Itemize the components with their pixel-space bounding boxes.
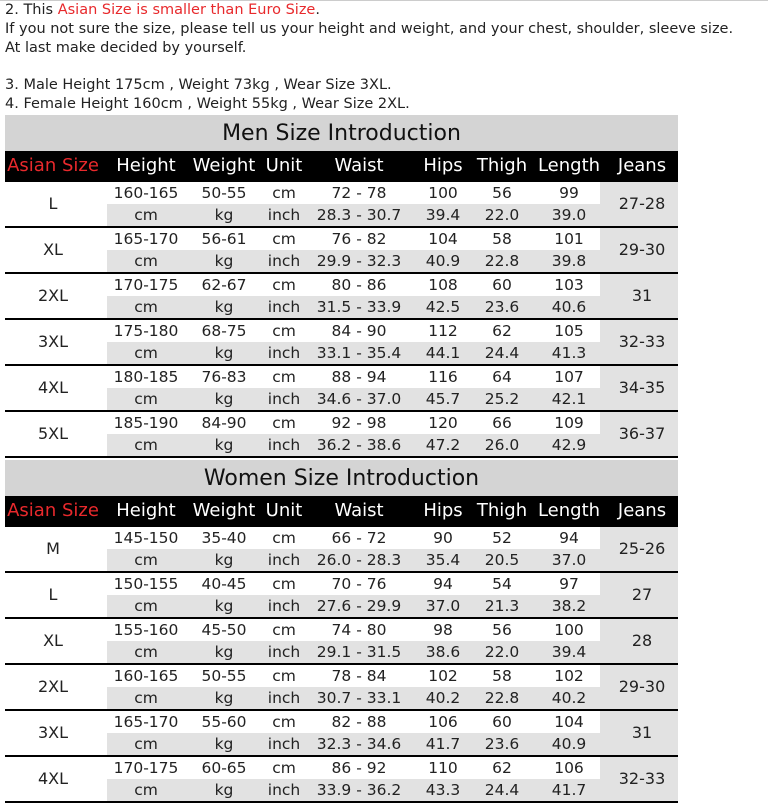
- hips-cm-cell: 94: [433, 575, 453, 593]
- waist-cm-cell: 72 - 78: [331, 184, 387, 202]
- waist-cm-cell: 88 - 94: [331, 368, 387, 386]
- table-row: [5, 619, 678, 665]
- height-cell: 165-170: [113, 713, 179, 731]
- unit-cm-cell: cm: [272, 575, 296, 593]
- unit-inch-cell: inch: [267, 551, 301, 569]
- weight-cell: 45-50: [201, 621, 247, 639]
- unit-cm-cell: cm: [272, 322, 296, 340]
- thigh-cm-cell: 66: [492, 414, 512, 432]
- women-header-asian-size: Asian Size: [7, 500, 99, 521]
- men-header-weight: Weight: [192, 155, 256, 176]
- length-inch-cell: 40.6: [551, 298, 587, 316]
- women-header-thigh: Thigh: [476, 500, 528, 521]
- hips-cm-cell: 108: [428, 276, 458, 294]
- table-row: [5, 412, 678, 458]
- hips-inch-cell: 39.4: [425, 206, 461, 224]
- unit-cm-cell: cm: [272, 713, 296, 731]
- waist-cm-cell: 78 - 84: [331, 667, 387, 685]
- men-header-length: Length: [537, 155, 601, 176]
- waist-cm-cell: 70 - 76: [331, 575, 387, 593]
- table-row: [5, 665, 678, 711]
- weight-unit-cell: kg: [214, 344, 234, 362]
- length-cm-cell: 106: [554, 759, 584, 777]
- women-size-table: [5, 460, 678, 803]
- women-table-title: Women Size Introduction: [5, 460, 678, 496]
- hips-cm-cell: 110: [428, 759, 458, 777]
- hips-cm-cell: 100: [428, 184, 458, 202]
- length-inch-cell: 41.3: [551, 344, 587, 362]
- thigh-inch-cell: 20.5: [484, 551, 520, 569]
- size-cell: L: [48, 194, 58, 213]
- waist-cm-cell: 84 - 90: [331, 322, 387, 340]
- hips-cm-cell: 104: [428, 230, 458, 248]
- note-prefix: 2. This: [5, 2, 58, 18]
- weight-cell: 56-61: [201, 230, 247, 248]
- jeans-cell: 32-33: [618, 769, 666, 788]
- men-header-thigh: Thigh: [476, 155, 528, 176]
- height-unit-cell: cm: [134, 436, 158, 454]
- thigh-inch-cell: 25.2: [484, 390, 520, 408]
- jeans-cell: 27-28: [618, 194, 666, 213]
- thigh-inch-cell: 22.0: [484, 643, 520, 661]
- note-highlight: Asian Size is smaller than Euro Size: [57, 2, 316, 18]
- length-inch-cell: 40.2: [551, 689, 587, 707]
- size-notes: [5, 1, 733, 114]
- waist-inch-cell: 26.0 - 28.3: [316, 551, 402, 569]
- waist-cm-cell: 86 - 92: [331, 759, 387, 777]
- weight-cell: 50-55: [201, 667, 247, 685]
- height-unit-cell: cm: [134, 551, 158, 569]
- thigh-cm-cell: 58: [492, 230, 512, 248]
- waist-inch-cell: 36.2 - 38.6: [316, 436, 402, 454]
- hips-cm-cell: 112: [428, 322, 458, 340]
- men-table-body: [5, 182, 678, 458]
- weight-cell: 84-90: [201, 414, 247, 432]
- height-unit-cell: cm: [134, 689, 158, 707]
- hips-inch-cell: 42.5: [425, 298, 461, 316]
- hips-inch-cell: 44.1: [425, 344, 461, 362]
- jeans-cell: 29-30: [618, 240, 666, 259]
- note-advice: If you not sure the size, please tell us your height and weight, and your chest, shoulder, sleeve size.: [5, 21, 734, 37]
- unit-inch-cell: inch: [267, 735, 301, 753]
- women-header-jeans: Jeans: [617, 500, 667, 521]
- length-cm-cell: 101: [554, 230, 584, 248]
- note-male-example: 3. Male Height 175cm , Weight 73kg , Wear Size 3XL.: [5, 77, 392, 93]
- unit-cm-cell: cm: [272, 368, 296, 386]
- thigh-cm-cell: 56: [492, 184, 512, 202]
- hips-inch-cell: 43.3: [425, 781, 461, 799]
- weight-unit-cell: kg: [214, 643, 234, 661]
- hips-cm-cell: 120: [428, 414, 458, 432]
- length-inch-cell: 41.7: [551, 781, 587, 799]
- hips-inch-cell: 38.6: [425, 643, 461, 661]
- weight-unit-cell: kg: [214, 390, 234, 408]
- unit-cm-cell: cm: [272, 414, 296, 432]
- thigh-inch-cell: 24.4: [484, 344, 520, 362]
- women-header-length: Length: [537, 500, 601, 521]
- thigh-inch-cell: 23.6: [484, 298, 520, 316]
- hips-cm-cell: 102: [428, 667, 458, 685]
- unit-inch-cell: inch: [267, 206, 301, 224]
- height-cell: 160-165: [113, 184, 179, 202]
- men-size-table: [5, 115, 678, 458]
- jeans-cell: 36-37: [618, 424, 666, 443]
- waist-inch-cell: 33.1 - 35.4: [316, 344, 402, 362]
- waist-cm-cell: 82 - 88: [331, 713, 387, 731]
- hips-inch-cell: 35.4: [425, 551, 461, 569]
- waist-inch-cell: 27.6 - 29.9: [316, 597, 402, 615]
- unit-cm-cell: cm: [272, 529, 296, 547]
- length-inch-cell: 39.4: [551, 643, 587, 661]
- unit-cm-cell: cm: [272, 759, 296, 777]
- waist-cm-cell: 76 - 82: [331, 230, 387, 248]
- weight-unit-cell: kg: [214, 252, 234, 270]
- unit-cm-cell: cm: [272, 276, 296, 294]
- weight-cell: 76-83: [201, 368, 247, 386]
- thigh-cm-cell: 60: [492, 276, 512, 294]
- women-header-height: Height: [116, 500, 176, 521]
- weight-cell: 50-55: [201, 184, 247, 202]
- weight-cell: 60-65: [201, 759, 247, 777]
- unit-cm-cell: cm: [272, 667, 296, 685]
- note-asian-size: [5, 1, 733, 20]
- jeans-cell: 31: [631, 723, 653, 742]
- height-unit-cell: cm: [134, 298, 158, 316]
- table-row: [5, 320, 678, 366]
- jeans-cell: 25-26: [618, 539, 666, 558]
- height-cell: 180-185: [113, 368, 179, 386]
- height-unit-cell: cm: [134, 597, 158, 615]
- waist-inch-cell: 32.3 - 34.6: [316, 735, 402, 753]
- women-table-header: [5, 496, 678, 527]
- hips-inch-cell: 37.0: [425, 597, 461, 615]
- height-cell: 175-180: [113, 322, 179, 340]
- men-header-jeans: Jeans: [617, 155, 667, 176]
- height-unit-cell: cm: [134, 206, 158, 224]
- men-table-header: [5, 151, 678, 182]
- unit-cm-cell: cm: [272, 621, 296, 639]
- weight-unit-cell: kg: [214, 781, 234, 799]
- height-cell: 145-150: [113, 529, 179, 547]
- length-cm-cell: 104: [554, 713, 584, 731]
- thigh-inch-cell: 21.3: [484, 597, 520, 615]
- waist-inch-cell: 33.9 - 36.2: [316, 781, 402, 799]
- women-table-body: [5, 527, 678, 803]
- unit-inch-cell: inch: [267, 436, 301, 454]
- height-cell: 155-160: [113, 621, 179, 639]
- length-inch-cell: 38.2: [551, 597, 587, 615]
- weight-unit-cell: kg: [214, 298, 234, 316]
- note-suffix: .: [315, 2, 320, 18]
- hips-inch-cell: 41.7: [425, 735, 461, 753]
- thigh-cm-cell: 62: [492, 759, 512, 777]
- table-row: [5, 228, 678, 274]
- jeans-cell: 31: [631, 286, 653, 305]
- hips-cm-cell: 98: [433, 621, 453, 639]
- table-row: [5, 274, 678, 320]
- thigh-inch-cell: 22.0: [484, 206, 520, 224]
- height-cell: 150-155: [113, 575, 179, 593]
- jeans-cell: 34-35: [618, 378, 666, 397]
- thigh-cm-cell: 52: [492, 529, 512, 547]
- size-cell: XL: [43, 240, 63, 259]
- thigh-cm-cell: 60: [492, 713, 512, 731]
- women-header-hips: Hips: [423, 500, 463, 521]
- table-row: [5, 711, 678, 757]
- length-cm-cell: 99: [559, 184, 579, 202]
- table-row: [5, 757, 678, 803]
- length-cm-cell: 97: [559, 575, 579, 593]
- size-cell: 3XL: [37, 723, 69, 742]
- unit-inch-cell: inch: [267, 597, 301, 615]
- length-inch-cell: 39.0: [551, 206, 587, 224]
- thigh-cm-cell: 54: [492, 575, 512, 593]
- size-cell: 3XL: [37, 332, 69, 351]
- table-row: [5, 182, 678, 228]
- height-unit-cell: cm: [134, 390, 158, 408]
- thigh-inch-cell: 22.8: [484, 689, 520, 707]
- women-header-weight: Weight: [192, 500, 256, 521]
- jeans-cell: 28: [631, 631, 653, 650]
- unit-inch-cell: inch: [267, 252, 301, 270]
- waist-inch-cell: 29.9 - 32.3: [316, 252, 402, 270]
- waist-cm-cell: 80 - 86: [331, 276, 387, 294]
- height-unit-cell: cm: [134, 252, 158, 270]
- thigh-inch-cell: 22.8: [484, 252, 520, 270]
- thigh-inch-cell: 24.4: [484, 781, 520, 799]
- thigh-inch-cell: 26.0: [484, 436, 520, 454]
- jeans-cell: 29-30: [618, 677, 666, 696]
- thigh-cm-cell: 56: [492, 621, 512, 639]
- weight-cell: 35-40: [201, 529, 247, 547]
- height-unit-cell: cm: [134, 735, 158, 753]
- unit-inch-cell: inch: [267, 689, 301, 707]
- height-cell: 170-175: [113, 276, 179, 294]
- men-header-hips: Hips: [423, 155, 463, 176]
- weight-cell: 68-75: [201, 322, 247, 340]
- weight-unit-cell: kg: [214, 551, 234, 569]
- hips-inch-cell: 40.9: [425, 252, 461, 270]
- length-cm-cell: 103: [554, 276, 584, 294]
- unit-inch-cell: inch: [267, 643, 301, 661]
- length-inch-cell: 42.1: [551, 390, 587, 408]
- jeans-cell: 32-33: [618, 332, 666, 351]
- length-cm-cell: 100: [554, 621, 584, 639]
- waist-cm-cell: 92 - 98: [331, 414, 387, 432]
- men-header-waist: Waist: [334, 155, 384, 176]
- waist-cm-cell: 66 - 72: [331, 529, 387, 547]
- length-cm-cell: 107: [554, 368, 584, 386]
- height-cell: 165-170: [113, 230, 179, 248]
- weight-unit-cell: kg: [214, 206, 234, 224]
- waist-inch-cell: 31.5 - 33.9: [316, 298, 402, 316]
- table-row: [5, 573, 678, 619]
- height-cell: 160-165: [113, 667, 179, 685]
- hips-cm-cell: 90: [433, 529, 453, 547]
- men-header-unit: Unit: [265, 155, 303, 176]
- size-cell: 2XL: [37, 286, 69, 305]
- men-table-title: Men Size Introduction: [5, 115, 678, 151]
- hips-inch-cell: 40.2: [425, 689, 461, 707]
- thigh-cm-cell: 62: [492, 322, 512, 340]
- unit-cm-cell: cm: [272, 184, 296, 202]
- size-cell: 2XL: [37, 677, 69, 696]
- waist-cm-cell: 74 - 80: [331, 621, 387, 639]
- weight-unit-cell: kg: [214, 597, 234, 615]
- size-cell: XL: [43, 631, 63, 650]
- length-cm-cell: 105: [554, 322, 584, 340]
- thigh-cm-cell: 58: [492, 667, 512, 685]
- note-female-example: 4. Female Height 160cm , Weight 55kg , Wear Size 2XL.: [5, 96, 410, 112]
- unit-inch-cell: inch: [267, 390, 301, 408]
- hips-cm-cell: 116: [428, 368, 458, 386]
- length-inch-cell: 40.9: [551, 735, 587, 753]
- unit-inch-cell: inch: [267, 344, 301, 362]
- weight-unit-cell: kg: [214, 735, 234, 753]
- weight-cell: 55-60: [201, 713, 247, 731]
- unit-cm-cell: cm: [272, 230, 296, 248]
- weight-unit-cell: kg: [214, 436, 234, 454]
- size-cell: 4XL: [37, 769, 69, 788]
- height-cell: 185-190: [113, 414, 179, 432]
- men-header-asian-size: Asian Size: [7, 155, 99, 176]
- size-cell: 5XL: [37, 424, 69, 443]
- note-decide: At last make decided by yourself.: [5, 40, 247, 56]
- length-inch-cell: 39.8: [551, 252, 587, 270]
- table-row: [5, 527, 678, 573]
- height-unit-cell: cm: [134, 781, 158, 799]
- height-cell: 170-175: [113, 759, 179, 777]
- jeans-cell: 27: [631, 585, 653, 604]
- waist-inch-cell: 29.1 - 31.5: [316, 643, 402, 661]
- weight-unit-cell: kg: [214, 689, 234, 707]
- weight-cell: 40-45: [201, 575, 247, 593]
- thigh-cm-cell: 64: [492, 368, 512, 386]
- waist-inch-cell: 30.7 - 33.1: [316, 689, 402, 707]
- women-header-waist: Waist: [334, 500, 384, 521]
- hips-inch-cell: 45.7: [425, 390, 461, 408]
- men-header-height: Height: [116, 155, 176, 176]
- height-unit-cell: cm: [134, 344, 158, 362]
- length-inch-cell: 37.0: [551, 551, 587, 569]
- unit-inch-cell: inch: [267, 298, 301, 316]
- size-cell: L: [48, 585, 58, 604]
- waist-inch-cell: 34.6 - 37.0: [316, 390, 402, 408]
- weight-cell: 62-67: [201, 276, 247, 294]
- length-cm-cell: 102: [554, 667, 584, 685]
- size-cell: M: [46, 539, 60, 558]
- length-inch-cell: 42.9: [551, 436, 587, 454]
- unit-inch-cell: inch: [267, 781, 301, 799]
- women-header-unit: Unit: [265, 500, 303, 521]
- thigh-inch-cell: 23.6: [484, 735, 520, 753]
- waist-inch-cell: 28.3 - 30.7: [316, 206, 402, 224]
- length-cm-cell: 94: [559, 529, 579, 547]
- table-row: [5, 366, 678, 412]
- height-unit-cell: cm: [134, 643, 158, 661]
- size-cell: 4XL: [37, 378, 69, 397]
- length-cm-cell: 109: [554, 414, 584, 432]
- hips-cm-cell: 106: [428, 713, 458, 731]
- hips-inch-cell: 47.2: [425, 436, 461, 454]
